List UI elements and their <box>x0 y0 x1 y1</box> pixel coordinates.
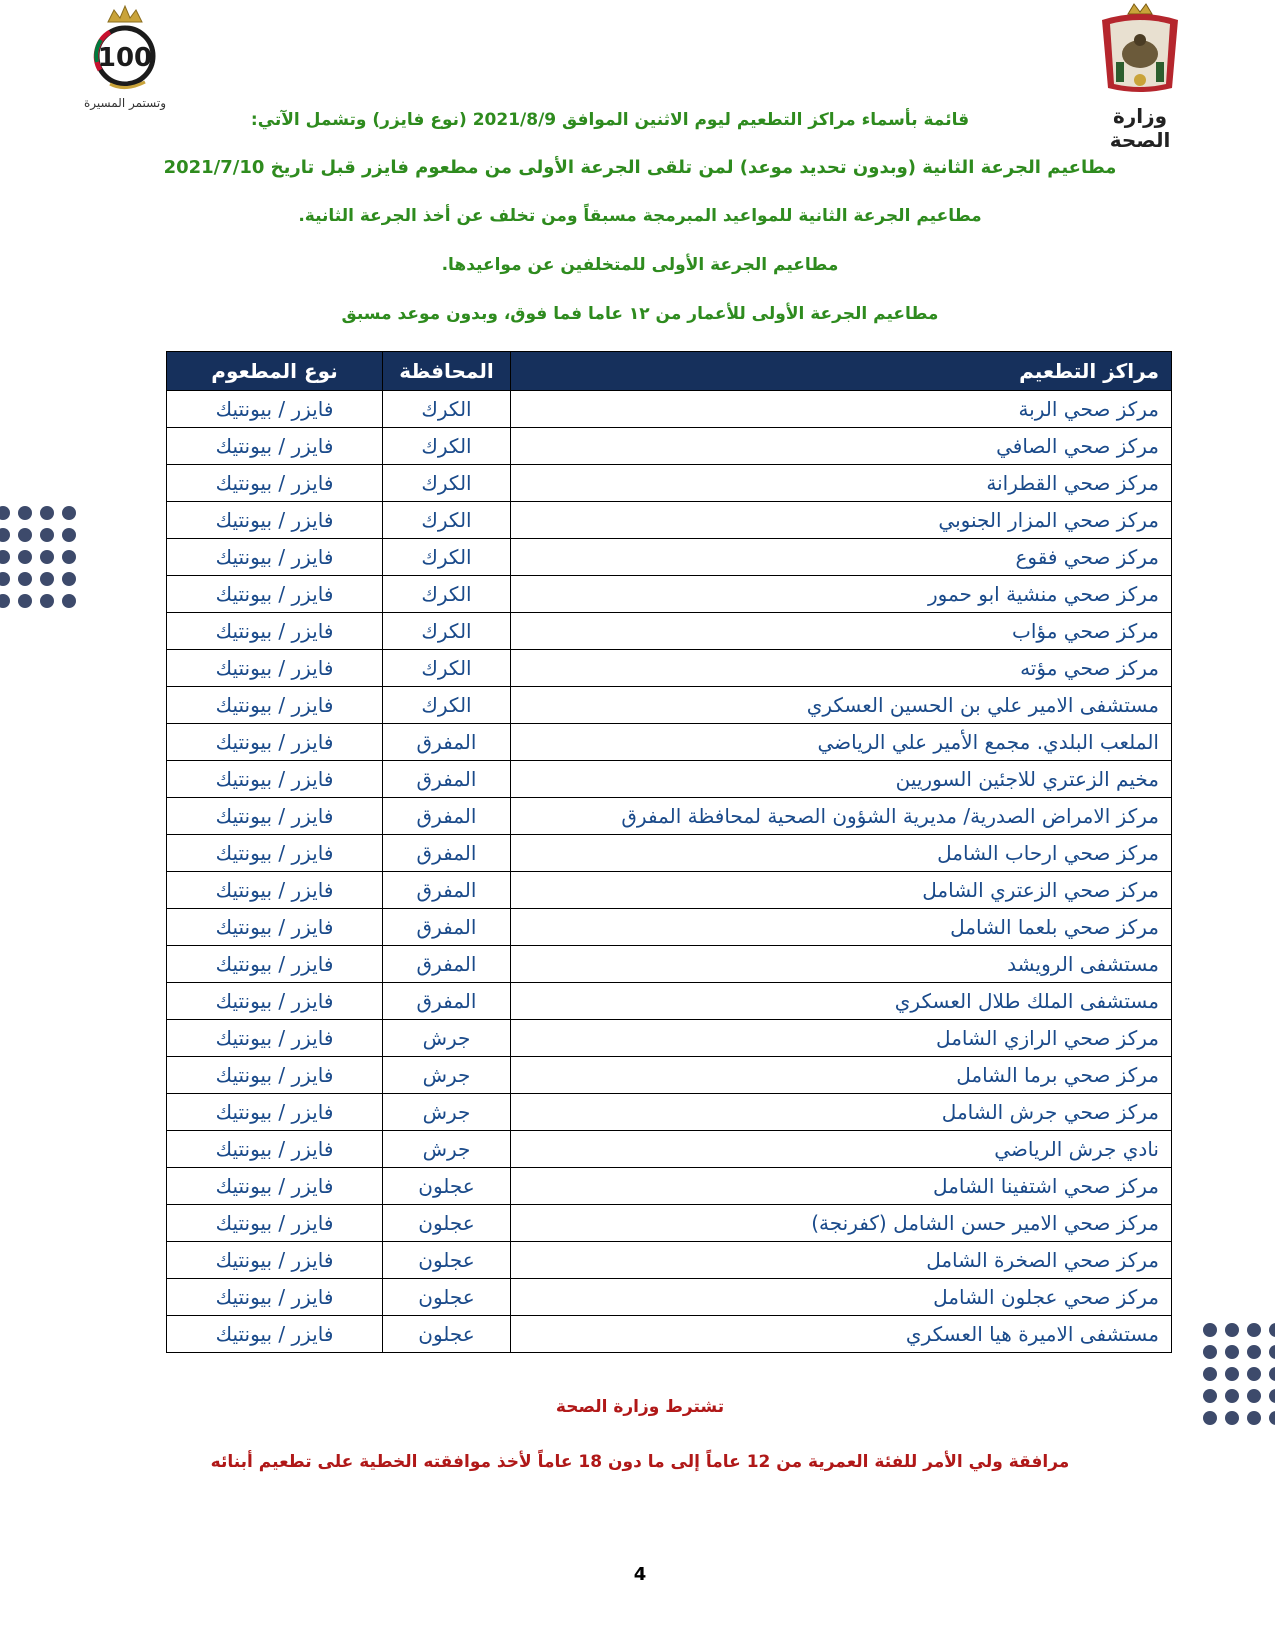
table-row <box>167 798 1172 835</box>
decorative-dot <box>1247 1367 1261 1381</box>
vaccine-type-cell: فايزر / بيونتيك <box>167 1316 383 1353</box>
centennial-caption: وتستمر المسيرة <box>84 96 166 110</box>
table-row <box>167 1057 1172 1094</box>
table-row <box>167 1168 1172 1205</box>
center-name-cell: مركز صحي جرش الشامل <box>511 1094 1172 1131</box>
table-row <box>167 1242 1172 1279</box>
decorative-dot <box>1225 1367 1239 1381</box>
table-row <box>167 724 1172 761</box>
governorate-cell: المفرق <box>383 798 511 835</box>
center-name-cell: مركز صحي برما الشامل <box>511 1057 1172 1094</box>
governorate-cell: جرش <box>383 1094 511 1131</box>
governorate-cell: عجلون <box>383 1242 511 1279</box>
governorate-cell: المفرق <box>383 761 511 798</box>
center-name-cell: مركز صحي الرازي الشامل <box>511 1020 1172 1057</box>
table-row <box>167 613 1172 650</box>
center-name-cell: مركز صحي القطرانة <box>511 465 1172 502</box>
vaccine-type-cell: فايزر / بيونتيك <box>167 946 383 983</box>
governorate-cell: المفرق <box>383 909 511 946</box>
vaccine-type-cell: فايزر / بيونتيك <box>167 1094 383 1131</box>
center-name-cell: مركز صحي المزار الجنوبي <box>511 502 1172 539</box>
vaccine-type-cell: فايزر / بيونتيك <box>167 1020 383 1057</box>
table-row <box>167 1094 1172 1131</box>
vaccine-type-cell: فايزر / بيونتيك <box>167 1057 383 1094</box>
vaccine-type-cell: فايزر / بيونتيك <box>167 391 383 428</box>
decorative-dot <box>1225 1323 1239 1337</box>
decorative-dot <box>40 528 54 542</box>
decorative-dots-left <box>0 506 76 608</box>
table-row <box>167 872 1172 909</box>
heading-first-dose-12plus: مطاعيم الجرعة الأولى للأعمار من ١٢ عاما فما فوق، وبدون موعد مسبق <box>341 304 939 324</box>
decorative-dot <box>62 550 76 564</box>
center-name-cell: مركز صحي مؤته <box>511 650 1172 687</box>
vaccine-type-cell: فايزر / بيونتيك <box>167 576 383 613</box>
governorate-cell: الكرك <box>383 428 511 465</box>
vaccine-type-cell: فايزر / بيونتيك <box>167 872 383 909</box>
heading-second-dose-walkin: مطاعيم الجرعة الثانية (وبدون تحديد موعد) لمن تلقى الجرعة الأولى من مطعوم فايزر قبل تاريخ 2021/7/10 <box>163 157 1117 178</box>
governorate-cell: الكرك <box>383 650 511 687</box>
center-name-cell: مركز صحي الصخرة الشامل <box>511 1242 1172 1279</box>
decorative-dot <box>0 506 10 520</box>
page-number: 4 <box>633 1564 647 1585</box>
center-name-cell: مركز صحي الزعتري الشامل <box>511 872 1172 909</box>
table-row <box>167 1020 1172 1057</box>
center-name-cell: مركز صحي فقوع <box>511 539 1172 576</box>
governorate-cell: الكرك <box>383 465 511 502</box>
vaccine-type-cell: فايزر / بيونتيك <box>167 539 383 576</box>
governorate-cell: الكرك <box>383 687 511 724</box>
governorate-cell: المفرق <box>383 724 511 761</box>
table-row <box>167 1316 1172 1353</box>
decorative-dot <box>18 572 32 586</box>
governorate-cell: عجلون <box>383 1168 511 1205</box>
center-name-cell: مركز صحي منشية ابو حمور <box>511 576 1172 613</box>
decorative-dot <box>1203 1411 1217 1425</box>
decorative-dot <box>1225 1411 1239 1425</box>
governorate-cell: الكرك <box>383 613 511 650</box>
vaccine-type-cell: فايزر / بيونتيك <box>167 428 383 465</box>
vaccine-type-cell: فايزر / بيونتيك <box>167 835 383 872</box>
table-row <box>167 1205 1172 1242</box>
center-name-cell: مستشفى الرويشد <box>511 946 1172 983</box>
centennial-logo-graphic <box>70 0 180 100</box>
table-row <box>167 391 1172 428</box>
governorate-cell: المفرق <box>383 872 511 909</box>
vaccination-centers-table <box>166 351 1172 1353</box>
decorative-dot <box>18 594 32 608</box>
center-name-cell: مركز صحي مؤاب <box>511 613 1172 650</box>
decorative-dot <box>0 550 10 564</box>
governorate-cell: عجلون <box>383 1205 511 1242</box>
vaccine-type-cell: فايزر / بيونتيك <box>167 909 383 946</box>
governorate-cell: الكرك <box>383 391 511 428</box>
table-row <box>167 909 1172 946</box>
governorate-cell: جرش <box>383 1131 511 1168</box>
vaccine-type-cell: فايزر / بيونتيك <box>167 1205 383 1242</box>
table-header-row <box>167 352 1172 391</box>
decorative-dot <box>62 528 76 542</box>
table-row <box>167 502 1172 539</box>
table-row <box>167 576 1172 613</box>
governorate-cell: المفرق <box>383 835 511 872</box>
center-name-cell: مركز صحي اشتفينا الشامل <box>511 1168 1172 1205</box>
heading-second-dose-scheduled: مطاعيم الجرعة الثانية للمواعيد المبرمجة مسبقاً ومن تخلف عن أخذ الجرعة الثانية. <box>298 206 982 226</box>
table-row <box>167 1279 1172 1316</box>
vaccine-type-cell: فايزر / بيونتيك <box>167 724 383 761</box>
center-name-cell: مركز صحي ارحاب الشامل <box>511 835 1172 872</box>
center-name-cell: مستشفى الامير علي بن الحسين العسكري <box>511 687 1172 724</box>
decorative-dot <box>1269 1389 1275 1403</box>
decorative-dot <box>1203 1389 1217 1403</box>
vaccine-type-cell: فايزر / بيونتيك <box>167 687 383 724</box>
column-header-governorate: المحافظة <box>383 352 511 391</box>
decorative-dot <box>0 594 10 608</box>
decorative-dot <box>40 506 54 520</box>
vaccine-type-cell: فايزر / بيونتيك <box>167 983 383 1020</box>
vaccine-type-cell: فايزر / بيونتيك <box>167 1168 383 1205</box>
table-row <box>167 1131 1172 1168</box>
vaccine-type-cell: فايزر / بيونتيك <box>167 1131 383 1168</box>
vaccine-type-cell: فايزر / بيونتيك <box>167 502 383 539</box>
decorative-dot <box>1269 1345 1275 1359</box>
decorative-dot <box>1225 1345 1239 1359</box>
governorate-cell: المفرق <box>383 946 511 983</box>
governorate-cell: الكرك <box>383 502 511 539</box>
decorative-dot <box>18 506 32 520</box>
governorate-cell: الكرك <box>383 539 511 576</box>
decorative-dot <box>62 572 76 586</box>
table-row <box>167 428 1172 465</box>
decorative-dot <box>1269 1411 1275 1425</box>
column-header-vaccine: نوع المطعوم <box>167 352 383 391</box>
vaccine-type-cell: فايزر / بيونتيك <box>167 798 383 835</box>
decorative-dot <box>62 594 76 608</box>
svg-text:100: 100 <box>97 43 153 73</box>
decorative-dot <box>0 572 10 586</box>
vaccine-type-cell: فايزر / بيونتيك <box>167 761 383 798</box>
decorative-dot <box>62 506 76 520</box>
center-name-cell: مستشفى الملك طلال العسكري <box>511 983 1172 1020</box>
requirement-title: تشترط وزارة الصحة <box>555 1397 725 1417</box>
heading-list-title: قائمة بأسماء مراكز التطعيم ليوم الاثنين الموافق 2021/8/9 (نوع فايزر) وتشمل الآتي: <box>250 110 970 130</box>
decorative-dot <box>0 528 10 542</box>
center-name-cell: مركز صحي عجلون الشامل <box>511 1279 1172 1316</box>
center-name-cell: مركز صحي الامير حسن الشامل (كفرنجة) <box>511 1205 1172 1242</box>
vaccine-type-cell: فايزر / بيونتيك <box>167 613 383 650</box>
requirement-text: مرافقة ولي الأمر للفئة العمرية من 12 عاماً إلى ما دون 18 عاماً لأخذ موافقته الخطية على تطعيم أبنائه <box>210 1452 1070 1472</box>
decorative-dot <box>1203 1367 1217 1381</box>
decorative-dot <box>18 550 32 564</box>
governorate-cell: جرش <box>383 1057 511 1094</box>
table-row <box>167 983 1172 1020</box>
governorate-cell: عجلون <box>383 1316 511 1353</box>
table-row <box>167 946 1172 983</box>
center-name-cell: نادي جرش الرياضي <box>511 1131 1172 1168</box>
governorate-cell: جرش <box>383 1020 511 1057</box>
governorate-cell: عجلون <box>383 1279 511 1316</box>
center-name-cell: مركز الامراض الصدرية/ مديرية الشؤون الصحية لمحافظة المفرق <box>511 798 1172 835</box>
vaccine-type-cell: فايزر / بيونتيك <box>167 650 383 687</box>
center-name-cell: مركز صحي الربة <box>511 391 1172 428</box>
vaccine-type-cell: فايزر / بيونتيك <box>167 1242 383 1279</box>
decorative-dot <box>40 572 54 586</box>
decorative-dot <box>1269 1367 1275 1381</box>
table-row <box>167 761 1172 798</box>
ministry-name: وزارة الصحة <box>1109 104 1171 152</box>
table-row <box>167 465 1172 502</box>
table-row <box>167 835 1172 872</box>
decorative-dot <box>1203 1323 1217 1337</box>
governorate-cell: المفرق <box>383 983 511 1020</box>
center-name-cell: الملعب البلدي. مجمع الأمير علي الرياضي <box>511 724 1172 761</box>
center-name-cell: مخيم الزعتري للاجئين السوريين <box>511 761 1172 798</box>
decorative-dot <box>18 528 32 542</box>
decorative-dot <box>1247 1323 1261 1337</box>
decorative-dot <box>1225 1389 1239 1403</box>
table-row <box>167 650 1172 687</box>
decorative-dot <box>1269 1323 1275 1337</box>
decorative-dot <box>1247 1389 1261 1403</box>
decorative-dot <box>40 550 54 564</box>
decorative-dot <box>40 594 54 608</box>
decorative-dots-right <box>1203 1323 1275 1425</box>
vaccine-type-cell: فايزر / بيونتيك <box>167 1279 383 1316</box>
table-row <box>167 539 1172 576</box>
table-row <box>167 687 1172 724</box>
column-header-center: مراكز التطعيم <box>511 352 1172 391</box>
coat-of-arms-icon <box>1080 0 1200 100</box>
center-name-cell: مركز صحي الصافي <box>511 428 1172 465</box>
decorative-dot <box>1203 1345 1217 1359</box>
ministry-emblem <box>1080 0 1200 110</box>
center-name-cell: مستشفى الاميرة هيا العسكري <box>511 1316 1172 1353</box>
center-name-cell: مركز صحي بلعما الشامل <box>511 909 1172 946</box>
decorative-dot <box>1247 1345 1261 1359</box>
governorate-cell: الكرك <box>383 576 511 613</box>
heading-first-dose-missed: مطاعيم الجرعة الأولى للمتخلفين عن مواعيدها. <box>441 255 839 275</box>
decorative-dot <box>1247 1411 1261 1425</box>
vaccine-type-cell: فايزر / بيونتيك <box>167 465 383 502</box>
